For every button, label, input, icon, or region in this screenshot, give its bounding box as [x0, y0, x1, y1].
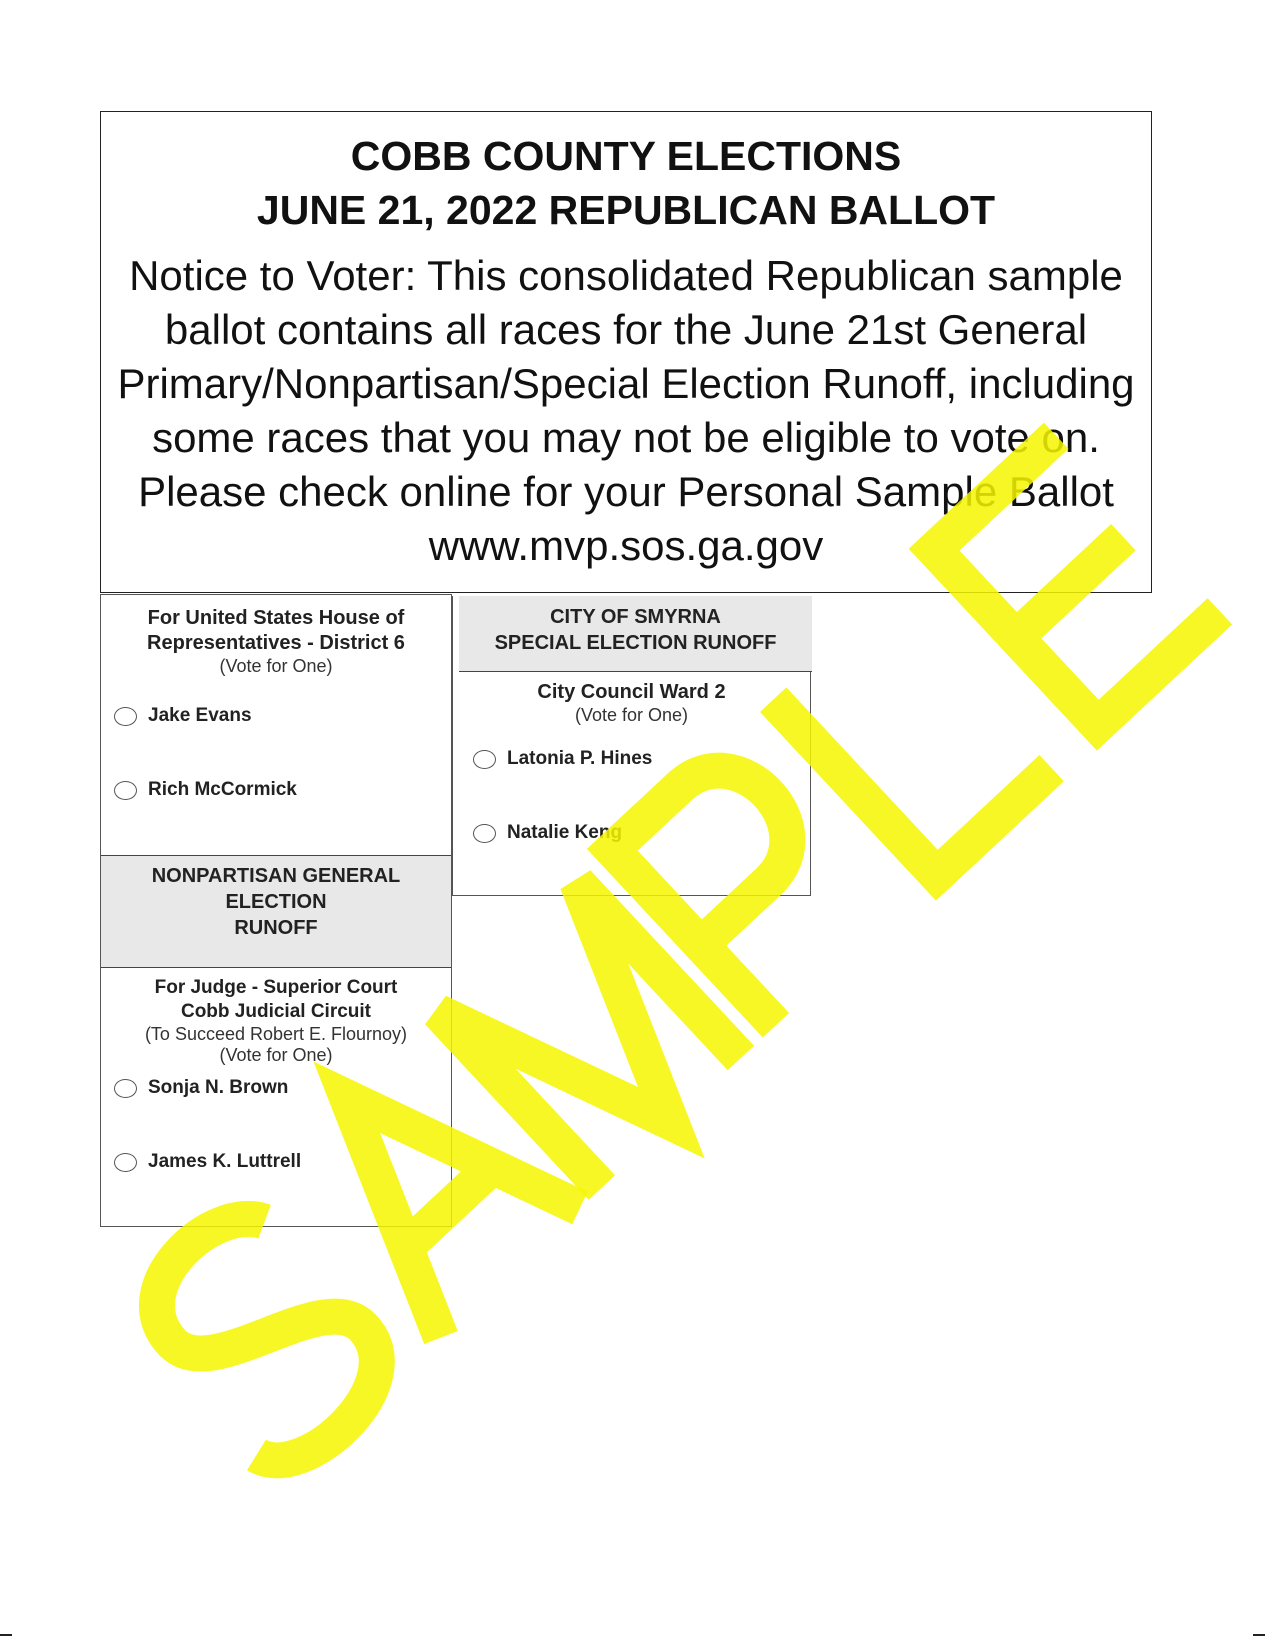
race-title: For Judge - Superior Court — [154, 977, 398, 998]
race-note: (To Succeed Robert E. Flournoy) — [144, 1024, 408, 1044]
section-header-nonpartisan — [101, 855, 451, 968]
race-title: Representatives - District 6 — [147, 632, 405, 654]
candidate-option[interactable] — [114, 1077, 288, 1099]
candidate-option[interactable] — [473, 748, 652, 770]
candidate-name: Natalie Keng — [507, 822, 623, 843]
vote-instruction: (Vote for One) — [219, 656, 333, 676]
section-header-smyrna — [459, 596, 812, 672]
race-superior-court — [101, 976, 451, 1066]
candidate-option[interactable] — [114, 779, 297, 801]
race-title: For United States House of — [147, 607, 405, 629]
vote-oval[interactable] — [473, 824, 496, 843]
vote-instruction: (Vote for One) — [574, 705, 689, 725]
candidate-name: Latonia P. Hines — [507, 748, 653, 769]
ballot-title — [101, 129, 1151, 237]
vote-oval[interactable] — [473, 750, 496, 769]
candidate-name: Sonja N. Brown — [148, 1077, 289, 1098]
crop-mark — [0, 1634, 12, 1636]
vote-oval[interactable] — [114, 707, 137, 726]
vote-oval[interactable] — [114, 781, 137, 800]
candidate-option[interactable] — [114, 1151, 301, 1173]
candidate-option[interactable] — [114, 705, 252, 727]
section-line: SPECIAL ELECTION RUNOFF — [494, 632, 777, 654]
section-line: CITY OF SMYRNA — [550, 606, 721, 628]
race-title: Cobb Judicial Circuit — [180, 1001, 372, 1022]
watermark-letter-m — [438, 882, 741, 1187]
section-line: RUNOFF — [234, 917, 318, 939]
left-column — [100, 594, 452, 1227]
right-column — [452, 596, 811, 896]
voter-notice: Notice to Voter: This consolidated Republican sample ballot contains all races for the June 21st General Primary/Nonpartisan/Special Election Runoff, including some races that you may not be eligible to vote on. Please check online for your Personal Sample Ballot www.mvp.sos.ga.gov — [117, 252, 1135, 569]
section-line: NONPARTISAN GENERAL — [151, 865, 401, 887]
candidate-name: James K. Luttrell — [148, 1151, 302, 1172]
vote-oval[interactable] — [114, 1153, 137, 1172]
race-city-council — [453, 672, 810, 726]
race-us-house — [101, 595, 451, 677]
title-line: COBB COUNTY ELECTIONS — [350, 133, 902, 179]
watermark-letter-s — [120, 1196, 404, 1483]
candidate-name: Jake Evans — [148, 705, 252, 726]
crop-mark — [1253, 1634, 1265, 1636]
candidate-name: Rich McCormick — [148, 779, 297, 800]
vote-oval[interactable] — [114, 1079, 137, 1098]
title-line: JUNE 21, 2022 REPUBLICAN BALLOT — [256, 187, 996, 233]
watermark-letter-l — [773, 593, 1052, 876]
race-title: City Council Ward 2 — [537, 681, 726, 703]
candidate-option[interactable] — [473, 822, 622, 844]
ballot-header — [100, 111, 1152, 593]
section-line: ELECTION — [225, 891, 327, 913]
vote-instruction: (Vote for One) — [219, 1045, 333, 1065]
